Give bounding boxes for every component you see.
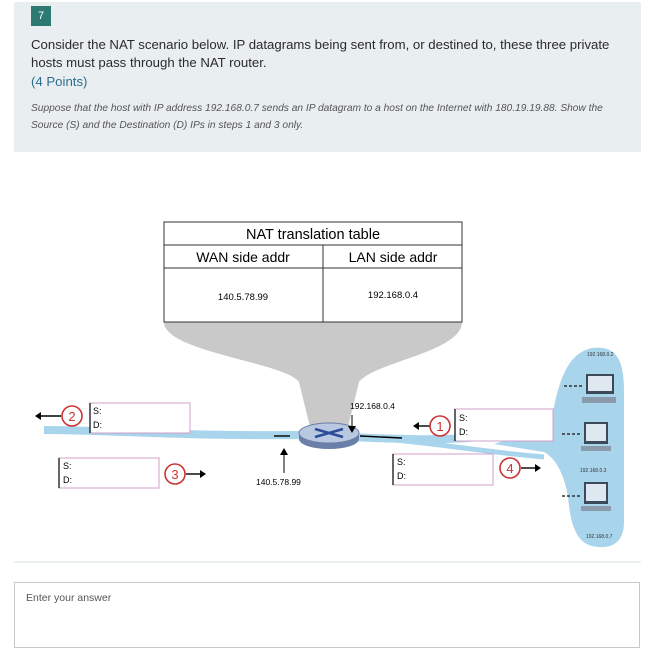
host-ip-3: 192.168.0.7 xyxy=(586,534,613,540)
step-4-d: D: xyxy=(397,471,406,481)
step-3-label: 3 xyxy=(171,467,179,482)
question-number-badge: 7 xyxy=(31,6,51,26)
host-ip-2: 192.168.0.3 xyxy=(580,468,607,474)
question-points: (4 Points) xyxy=(31,74,88,89)
router-lan-ip: 192.168.0.4 xyxy=(350,401,395,411)
question-text: Consider the NAT scenario below. IP datagrams being sent from, or destined to, these three private hosts must pass through the NAT router. xyxy=(31,37,610,70)
nat-col-lan: LAN side addr xyxy=(348,249,438,265)
packet-step-3 xyxy=(59,458,206,488)
nat-diagram xyxy=(14,152,641,561)
nat-funnel xyxy=(164,322,462,427)
answer-input[interactable] xyxy=(14,582,640,648)
question-subtext: Suppose that the host with IP address 192.168.0.7 sends an IP datagram to a host on the Internet with 180.19.19.88. Show the Source (S) and the Destination (D) IPs in steps 1 and 3 only. xyxy=(31,103,603,131)
answer-placeholder: Enter your answer xyxy=(26,592,112,604)
step-1-d: D: xyxy=(459,427,468,437)
step-3-d: D: xyxy=(63,475,72,485)
nat-col-wan: WAN side addr xyxy=(196,249,290,265)
step-1-s: S: xyxy=(459,413,468,423)
host-ip-1: 192.168.0.2 xyxy=(587,352,614,358)
step-3-s: S: xyxy=(63,461,72,471)
nat-wan-value: 140.5.78.99 xyxy=(217,292,269,303)
step-4-s: S: xyxy=(397,457,406,467)
router-wan-ip: 140.5.78.99 xyxy=(256,477,301,487)
step-4-label: 4 xyxy=(506,461,514,476)
step-2-s: S: xyxy=(93,406,102,416)
step-2-d: D: xyxy=(93,420,102,430)
step-1-label: 1 xyxy=(436,419,444,434)
step-2-label: 2 xyxy=(68,409,76,424)
packet-step-4 xyxy=(393,454,541,485)
nat-lan-value: 192.168.0.4 xyxy=(367,290,419,301)
nat-table-title: NAT translation table xyxy=(245,227,381,243)
